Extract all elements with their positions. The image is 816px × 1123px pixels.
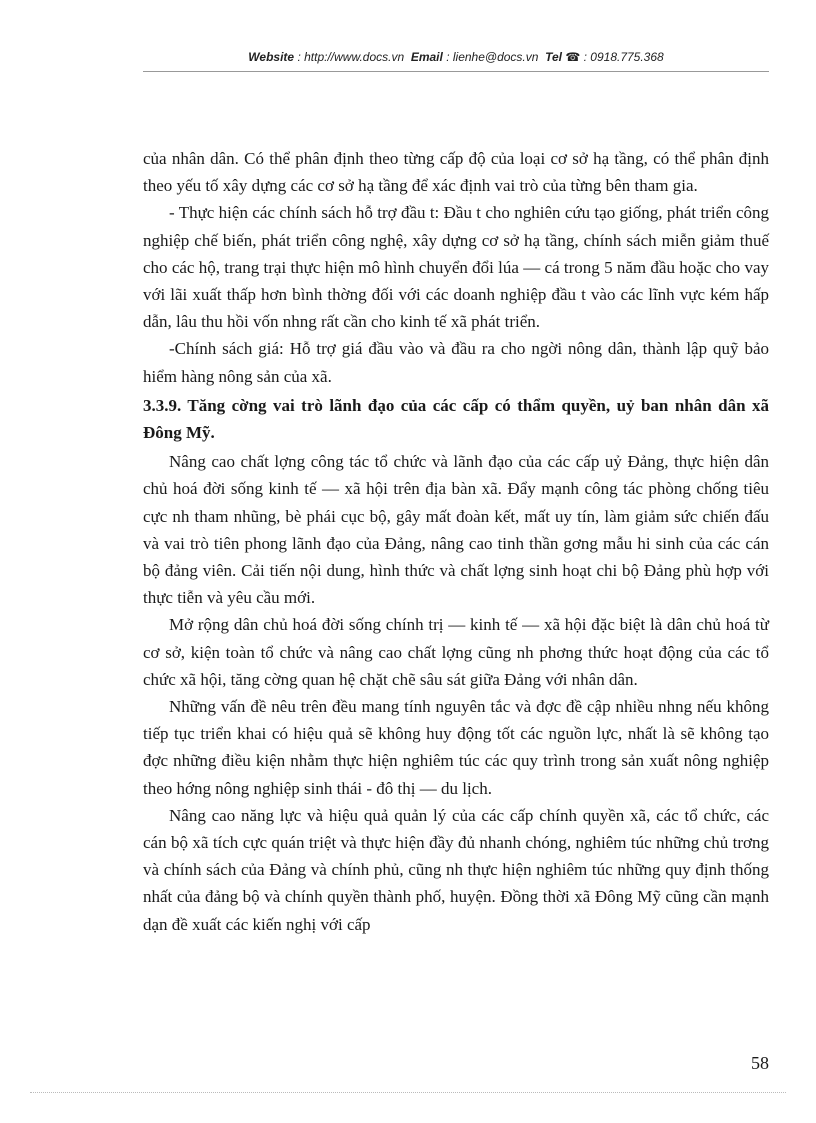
website-label: Website bbox=[248, 50, 295, 64]
paragraph-price-policy: -Chính sách giá: Hỗ trợ giá đầu vào và đầu ra cho ngời nông dân, thành lập quỹ bảo hiểm hàng nông sản của xã. bbox=[143, 339, 769, 386]
paragraph-principles: Những vấn đề nêu trên đều mang tính nguyên tắc và đợc đề cập nhiều nhng nếu không tiếp tục triển khai có hiệu quả sẽ không huy động tốt các nguồn lực, nhất là sẽ không tạo đợc những điều kiện nhằm thực hiện nghiêm túc các quy trình trong sản xuất nông nghiệp theo hớng nông nghiệp sinh thái - đô thị — du lịch. bbox=[143, 697, 769, 798]
footer-divider bbox=[30, 1092, 786, 1093]
email-label: Email bbox=[410, 50, 443, 64]
header-divider bbox=[143, 71, 769, 72]
page-number: 58 bbox=[751, 1053, 769, 1073]
section-heading: 3.3.9. Tăng cờng vai trò lãnh đạo của các cấp có thẩm quyền, uỷ ban nhân dân xã Đông Mỹ. bbox=[143, 395, 769, 443]
page-header bbox=[143, 50, 769, 64]
paragraph-management: Nâng cao năng lực và hiệu quả quản lý của các cấp chính quyền xã, các tổ chức, các cán bộ xã tích cực quán triệt và thực hiện đầy đủ nhanh chóng, nghiêm túc những chủ trơng và chính sách của Đảng và chính phủ, cũng nh thực hiện nghiêm túc những quy định thống nhất của đảng bộ và chính quyền thành phố, huyện. Đồng thời xã Đông Mỹ cũng cần mạnh dạn đề xuất các kiến nghị với cấp bbox=[143, 805, 769, 934]
tel-value: ☎ : 0918.775.368 bbox=[565, 50, 664, 64]
email-value: : lienhe@docs.vn bbox=[446, 50, 539, 64]
paragraph-leadership: Nâng cao chất lợng công tác tổ chức và lãnh đạo của các cấp uỷ Đảng, thực hiện dân chủ hoá đời sống kinh tế — xã hội trên địa bàn xã. Đẩy mạnh công tác phòng chống tiêu cực nh tham nhũng, bè phái cục bộ, gây mất đoàn kết, mất uy tín, làm giảm sức chiến đấu và vai trò tiên phong lãnh đạo của Đảng, nâng cao tinh thần gơng mẫu hi sinh của các cán bộ đảng viên. Cải tiến nội dung, hình thức và chất lợng sinh hoạt chi bộ Đảng phù hợp với thực tiễn và yêu cầu mới. bbox=[143, 452, 769, 608]
paragraph-investment-support: - Thực hiện các chính sách hỗ trợ đầu t: Đầu t cho nghiên cứu tạo giống, phát triển công nghiệp chế biến, phát triển công nghệ, xây dựng cơ sở hạ tầng, chính sách miễn giảm thuế cho các hộ, trang trại thực hiện mô hình chuyển đổi lúa — cá trong 5 năm đầu hoặc cho vay với lãi xuất thấp hơn bình thờng đối với các doanh nghiệp đầu t vào các lĩnh vực kém hấp dẫn, lâu thu hồi vốn nhng rất cần cho kinh tế xã phát triển. bbox=[143, 203, 769, 332]
website-value: : http://www.docs.vn bbox=[297, 50, 405, 64]
paragraph-democracy: Mở rộng dân chủ hoá đời sống chính trị — kinh tế — xã hội đặc biệt là dân chủ hoá từ cơ sở, kiện toàn tổ chức và nâng cao chất lợng cũng nh phơng thức hoạt động của các tổ chức xã hội, tăng cờng quan hệ chặt chẽ sâu sát giữa Đảng với nhân dân. bbox=[143, 615, 769, 689]
tel-label: Tel bbox=[545, 50, 562, 64]
paragraph-continuation: của nhân dân. Có thể phân định theo từng cấp độ của loại cơ sở hạ tầng, có thể phân định theo yếu tố xây dựng các cơ sở hạ tầng để xác định vai trò của từng bên tham gia. bbox=[143, 149, 769, 196]
document-body bbox=[143, 145, 769, 938]
